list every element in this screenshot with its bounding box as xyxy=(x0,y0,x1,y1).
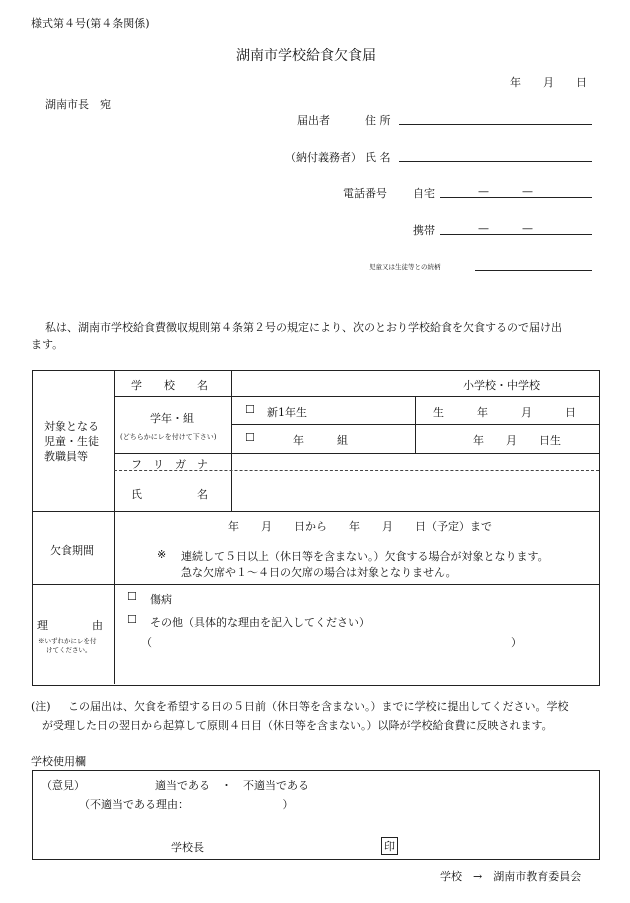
year-class-label: 年 組 xyxy=(293,434,348,447)
intro-line-1: 私は、湖南市学校給食費徴収規則第４条第２号の規定により、次のとおり学校給食を欠食するので届け出 xyxy=(45,321,562,334)
period-note-mark: ※ xyxy=(157,548,167,561)
period-note-1: 連続して５日以上（休日等を含まない。）欠食する場合が対象となります。 xyxy=(181,550,549,563)
new-first-year-label: 新1年生 xyxy=(267,406,307,419)
birth-date: 年 月 日生 xyxy=(473,434,561,447)
principal-label: 学校長 xyxy=(171,841,204,854)
grade-class-note: (どちらかにレを付けて下さい) xyxy=(120,433,217,441)
unsuitable-reason: （不適当である理由： ） xyxy=(79,798,294,811)
relation-label: 児童又は生徒等との続柄 xyxy=(369,263,441,271)
relation-field[interactable] xyxy=(475,270,592,271)
home-phone-format: — — xyxy=(478,185,533,198)
reason-paren-open: （ xyxy=(141,636,152,649)
absence-period-format: 年 月 日から 年 月 日（予定）まで xyxy=(228,520,492,533)
home-label: 自宅 xyxy=(413,187,435,200)
form-number: 様式第４号(第４条関係) xyxy=(31,17,150,30)
furigana-label: フ リ ガ ナ xyxy=(131,458,208,471)
mobile-phone-format: — — xyxy=(478,222,533,235)
name-label: 氏 名 xyxy=(365,151,391,164)
address-label: 住 所 xyxy=(365,114,391,127)
notifier-label: 届出者 xyxy=(297,114,330,127)
school-type: 小学校・中学校 xyxy=(463,379,540,392)
reason-illness-checkbox[interactable]: ☐ xyxy=(127,590,137,603)
reason-label: 理 由 xyxy=(37,619,103,632)
period-note-2: 急な欠席や１～４日の欠席の場合は対象となりません。 xyxy=(181,566,457,579)
birth-label: 生 年 月 日 xyxy=(433,406,576,419)
school-name-label: 学 校 名 xyxy=(131,379,208,392)
reason-note-1: ※いずれかにレを付 xyxy=(38,637,97,645)
target-label-2: 児童・生徒 xyxy=(44,435,99,448)
reason-paren-close: ） xyxy=(511,636,522,649)
phone-label: 電話番号 xyxy=(343,187,387,200)
opinion-options[interactable]: 適当である ・ 不適当である xyxy=(155,779,309,792)
date-line: 年 月 日 xyxy=(510,76,587,89)
note-label: (注) xyxy=(31,700,51,713)
grade-class-label: 学年・組 xyxy=(150,412,194,425)
target-label-1: 対象となる xyxy=(44,420,99,433)
new-first-year-checkbox[interactable]: ☐ xyxy=(245,403,255,416)
student-name-label: 氏 名 xyxy=(131,488,208,501)
note-line-2: が受理した日の翌日から起算して原則４日目（休日等を含まない。）以降が学校給食費に反映されます。 xyxy=(42,719,553,732)
address-field[interactable] xyxy=(399,124,592,125)
routing-footer: 学校 → 湖南市教育委員会 xyxy=(440,870,582,883)
school-use-box xyxy=(32,770,600,860)
note-line-1: この届出は、欠食を希望する日の５日前（休日等を含まない。）までに学校に提出してください。学校 xyxy=(68,700,569,713)
reason-note-2: けてください。 xyxy=(46,646,92,654)
opinion-label: （意見） xyxy=(41,779,85,792)
form-title: 湖南市学校給食欠食届 xyxy=(236,48,376,64)
reason-other-label: その他（具体的な理由を記入してください） xyxy=(150,616,370,629)
reason-other-checkbox[interactable]: ☐ xyxy=(127,613,137,626)
name-field[interactable] xyxy=(399,161,592,162)
intro-line-2: ます。 xyxy=(31,338,64,351)
taxpayer-label: （納付義務者） xyxy=(285,151,362,164)
reason-illness-label: 傷病 xyxy=(150,593,172,606)
addressee: 湖南市長 宛 xyxy=(45,98,111,111)
year-class-checkbox[interactable]: ☐ xyxy=(245,431,255,444)
school-use-heading: 学校使用欄 xyxy=(31,755,86,768)
target-label-3: 教職員等 xyxy=(44,450,88,463)
seal-stamp: 印 xyxy=(381,837,398,855)
absence-period-label: 欠食期間 xyxy=(50,544,94,557)
mobile-label: 携帯 xyxy=(413,224,435,237)
